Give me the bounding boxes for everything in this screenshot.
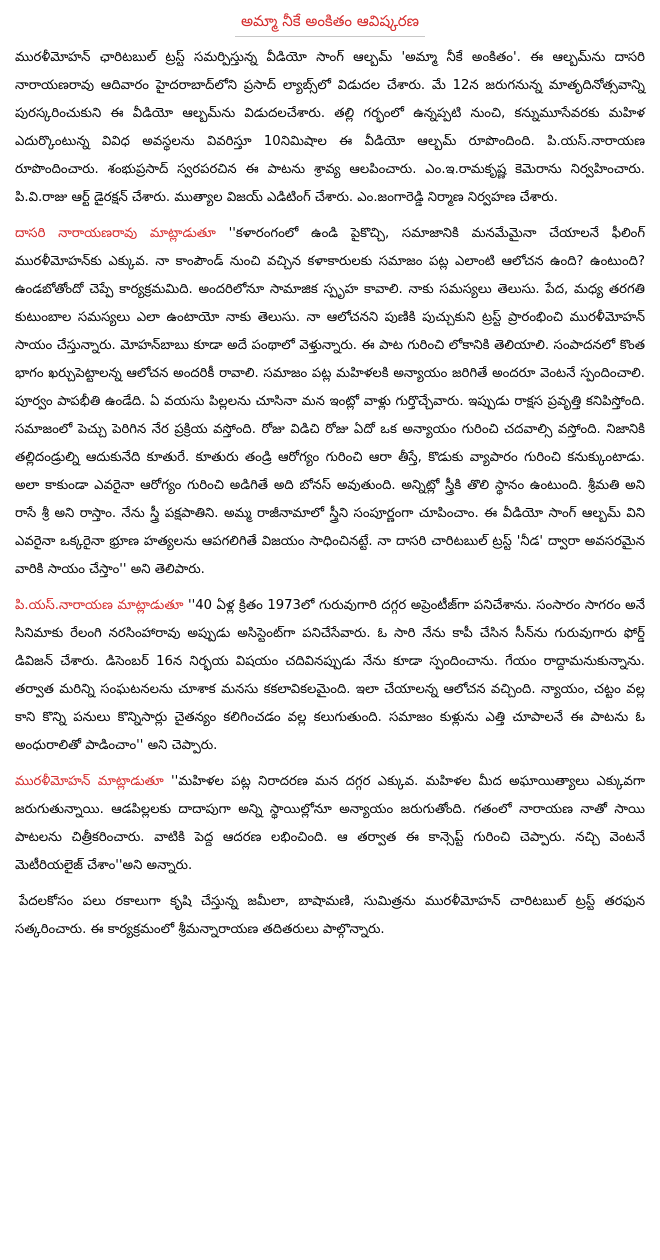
speaker-name: మురళీమోహన్ మాట్లాడుతూ [15, 774, 164, 789]
speaker-name: దాసరి నారాయణరావు మాట్లాడుతూ [15, 226, 216, 241]
quote-text: ''కళారంగంలో ఉండి పైకొచ్చి, సమాజానికి మనమేమైనా చేయాలనే ఫీలింగ్ మురళీమోహన్‌కు ఎక్కువ. నా కాంపౌండ్ నుంచి వచ్చిన కళాకారులకు సమాజం పట్ల ఎలాంటి ఆలోచన ఉంది? ఉంటుంది? ఉండబోతోందో చెప్పే కార్యక్రమమిది. అందరిలోనూ సామాజిక స్పృహ కావాలి. నాకు సమస్యలు తెలుసు. పేద, మధ్య తరగతి కుటుంబాల సమస్యలు ఎలా ఉంటాయో నాకు తెలుసు. నా ఆలోచనని పుణికి పుచ్చుకుని ట్రస్ట్ ప్రారంభించి మురళీమోహన్ సాయం చేస్తున్నారు. మోహన్‌బాబు కూడా అదే పంథాలో వెళ్తున్నారు. ఈ పాట గురించి లోకానికి తెలియాలి. సంపాదనలో కొంత భాగం ఖర్చుపెట్టాలన్న ఆలోచన అందరికీ రావాలి. సమాజం పట్ల మహిళలకి అన్యాయం జరిగితే అందరూ వెంటనే స్పందించాలి. పూర్వం పాపభీతి ఉండేది. ఏ వయసు పిల్లలను చూసినా మన ఇంట్లో వాళ్లు గుర్తొచ్చేవారు. ఇప్పుడు రాక్షస ప్రవృత్తి కనిపిస్తోంది. సమాజంలో పెచ్చు పెరిగిన నేర ప్రక్రియ వస్తోంది. రోజు విడిచి రోజు ఏదో ఒక అన్యాయం గురించి చదవాల్సి వస్తోంది. నిజానికి తల్లిదండ్రుల్ని ఆదుకునేది కూతురే. కూతురు తండ్రి ఆరోగ్యం గురించి ఆరా తీస్తే, కొడుకు వ్యాపారం గురించి కనుక్కుంటాడు. అలా కాకుండా ఎవరైనా ఆరోగ్యం గురించి అడిగితే అది బోనస్ అవుతుంది. అన్నిట్లో స్త్రీకి తొలి స్థానం ఉంటుంది. శ్రీమతి అని రాసే శ్రీ అని రాస్తాం. నేను స్త్రీ పక్షపాతిని. అమ్మ రాజీనామాలో స్త్రీని సంపూర్ణంగా చూపించాం. ఈ వీడియో సాంగ్ ఆల్బమ్ విని ఎవరైనా ఒక్కరైనా భ్రూణ హత్యలను ఆపగలిగితే విజయం సాధించినట్టే. నా దాసరి చారిటబుల్ ట్రస్ట్ 'నీడ' ద్వారా అవసరమైన వారికి సాయం చేస్తాం'' అని తెలిపారు. [15, 226, 646, 577]
quote-paragraph-narayana [15, 592, 645, 760]
closing-paragraph: పేదలకోసం పలు రకాలుగా కృషి చేస్తున్న జమీలా, బాషామణి, సుమిత్రను మురళీమోహన్ చారిటబుల్ ట్రస్ట్ తరఫున సత్కరించారు. ఈ కార్యక్రమంలో శ్రీమన్నారాయణ తదితరులు పాల్గొన్నారు. [15, 894, 645, 937]
quote-paragraph-dasari [15, 220, 645, 584]
intro-paragraph: మురళీమోహన్ ఛారిటబుల్ ట్రస్ట్ సమర్పిస్తున్న వీడియో సాంగ్ ఆల్బమ్ 'అమ్మా నీకే అంకితం'. ఈ ఆల్బమ్‌ను దాసరి నారాయణరావు ఆదివారం హైదరాబాద్‌లోని ప్రసాద్ ల్యాబ్స్‌లో విడుదల చేశారు. మే 12న జరుగనున్న మాతృదినోత్సవాన్ని పురస్కరించుకుని ఈ వీడియో ఆల్బమ్‌ను విడుదలచేశారు. తల్లి గర్భంలో ఉన్నప్పటి నుంచి, కన్నుమూసేవరకు మహిళ ఎదుర్కొంటున్న వివిధ అవస్థలను వివరిస్తూ 10నిమిషాల ఈ వీడియో ఆల్బమ్ రూపొందింది. పి.యస్.నారాయణ రూపొందించారు. శంభుప్రసాద్ స్వరపరచిన ఈ పాటను శ్రావ్య ఆలపించారు. ఎం.ఇ.రామకృష్ణ కెమెరాను నిర్వహించారు. పి.వి.రాజు ఆర్ట్ డైరక్షన్ చేశారు. ముత్యాల విజయ్ ఎడిటింగ్ చేశారు. ఎం.జంగారెడ్డి నిర్మాణ నిర్వహణ చేశారు. [15, 50, 645, 205]
article-title: అమ్మా నీకే అంకితం ఆవిష్కరణ [235, 6, 425, 37]
quote-text: ''మహిళల పట్ల నిరాదరణ మన దగ్గర ఎక్కువ. మహిళల మీద అఘాయిత్యాలు ఎక్కువగా జరుగుతున్నాయి. ఆడపిల్లలకు దాదాపుగా అన్ని స్థాయిల్లోనూ అన్యాయం జరుగుతోంది. గతంలో నారాయణ నాతో సాయి పాటలను చిత్రీకరించారు. వాటికి పెద్ద ఆదరణ లభించింది. ఆ తర్వాత ఈ కాన్సెప్ట్ గురించి చెప్పారు. నచ్చి వెంటనే మెటీరియలైజ్ చేశాం''అని అన్నారు. [15, 774, 645, 873]
title-area [10, 6, 650, 37]
quote-text: ''40 ఏళ్ల క్రితం 1973లో గురువుగారి దగ్గర అప్రెంటీజ్‌గా పనిచేశాను. సంసారం సాగరం అనే సినిమాకు రేలంగి నరసింహారావు అప్పుడు అసిస్టెంట్‌గా పనిచేసేవారు. ఓ సారి నేను కాపీ చేసిన సీన్‌ను గురువుగారు ఫోర్డ్ డివిజన్ చేశారు. డిసెంబర్ 16న నిర్భయ విషయం చదివినప్పుడు నేను కూడా స్పందించాను. గేయం రాద్దామనుకున్నాను. తర్వాత మరిన్ని సంఘటనలను చూశాక మనసు కకలావికలమైంది. ఇలా చేయాలన్న ఆలోచన వచ్చింది. న్యాయం, చట్టం వల్ల కాని కొన్ని పనులు కొన్నిసార్లు చైతన్యం కలిగించడం వల్ల కలుగుతుంది. సమాజం కుళ్లును ఎత్తి చూపాలనే ఈ పాటను ఓ అంధురాలితో పాడించాం'' అని చెప్పారు. [15, 598, 645, 753]
article-body [15, 44, 645, 952]
quote-paragraph-muralimohan [15, 768, 645, 880]
speaker-name: పి.యస్.నారాయణ మాట్లాడుతూ [15, 598, 184, 613]
